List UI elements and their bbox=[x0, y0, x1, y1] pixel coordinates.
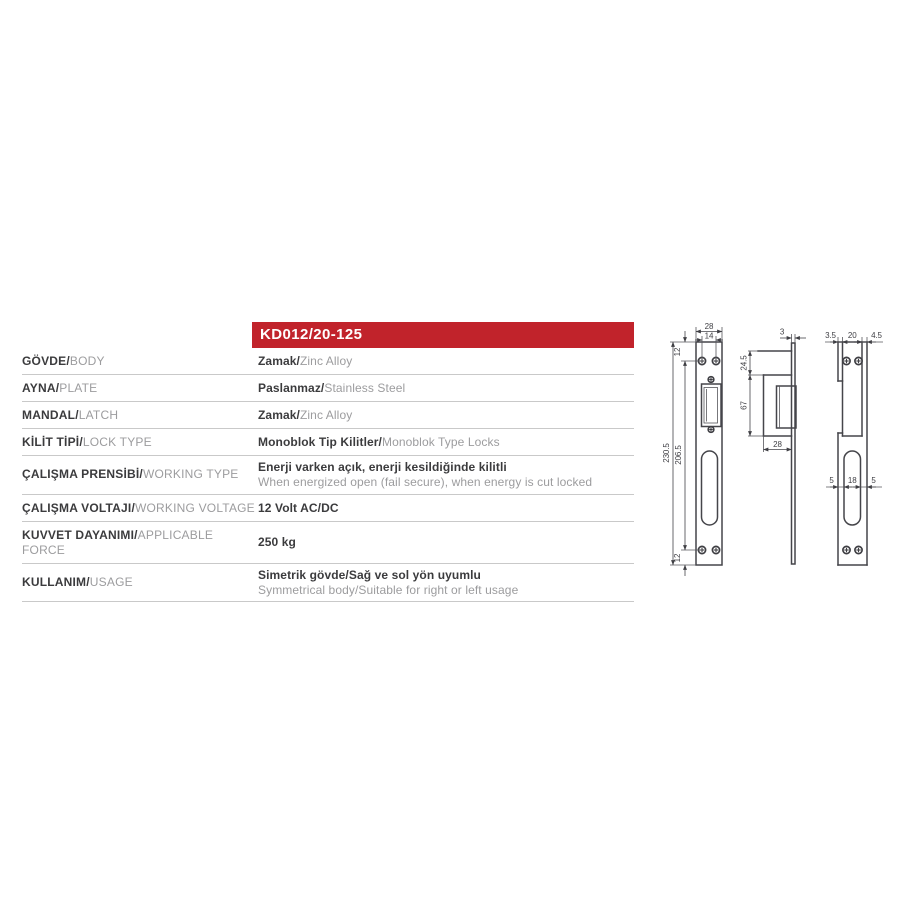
back-view-drawing bbox=[825, 331, 883, 565]
dim-height-total: 230.5 bbox=[662, 443, 671, 463]
label-tr: KULLANIM/ bbox=[22, 574, 90, 589]
value-tr: Zamak/ bbox=[258, 354, 300, 368]
model-badge: KD012/20-125 bbox=[252, 322, 634, 348]
dim-width-holes: 14 bbox=[704, 331, 714, 341]
header-spacer bbox=[22, 322, 252, 348]
side-view-drawing bbox=[740, 328, 807, 565]
spec-label bbox=[22, 408, 258, 423]
dim-top-offset: 24.5 bbox=[739, 355, 749, 371]
value-tr: Paslanmaz/ bbox=[258, 381, 325, 395]
label-tr: KİLİT TİPİ/ bbox=[22, 435, 83, 449]
spec-label bbox=[22, 381, 258, 396]
label-tr: GÖVDE/ bbox=[22, 354, 70, 368]
spec-row-plate bbox=[22, 375, 634, 402]
value-tr: Monoblok Tip Kilitler/ bbox=[258, 435, 382, 449]
dim-margin-bottom: 12 bbox=[673, 553, 682, 563]
spec-row-usage bbox=[22, 564, 634, 603]
label-tr: AYNA/ bbox=[22, 381, 60, 395]
dim-margin-top: 12 bbox=[673, 347, 682, 357]
spec-label bbox=[22, 467, 258, 482]
label-tr: KUVVET DAYANIMI/ bbox=[22, 527, 138, 542]
spec-value bbox=[258, 435, 634, 450]
spec-label bbox=[22, 435, 258, 450]
value-tr: Simetrik gövde/Sağ ve sol yön uyumlu bbox=[258, 567, 481, 582]
label-en: WORKING VOLTAGE bbox=[134, 500, 255, 515]
label-en: APPLICABLE FORCE bbox=[22, 527, 214, 557]
value-tr: Enerji varken açık, enerji kesildiğinde kilitli bbox=[258, 460, 507, 474]
spec-row-applicable-force bbox=[22, 522, 634, 564]
dim-height-holes: 206.5 bbox=[674, 445, 683, 465]
dim-slot-margin-left: 5 bbox=[829, 476, 834, 485]
spec-value bbox=[258, 568, 634, 598]
label-en: BODY bbox=[69, 354, 105, 368]
spec-row-lock-type bbox=[22, 429, 634, 456]
dim-body-width: 20 bbox=[847, 331, 857, 340]
label-en: LATCH bbox=[78, 408, 119, 422]
value-en: Monoblok Type Locks bbox=[381, 435, 500, 449]
label-en: USAGE bbox=[89, 574, 133, 589]
spec-value bbox=[258, 354, 634, 369]
spec-row-latch bbox=[22, 402, 634, 429]
value-tr: Zamak/ bbox=[258, 408, 300, 422]
spec-value bbox=[258, 381, 634, 396]
spec-row-working-voltage bbox=[22, 495, 634, 522]
spec-value bbox=[258, 460, 634, 490]
value-tr: 250 kg bbox=[258, 535, 296, 549]
value-en: Stainless Steel bbox=[324, 381, 406, 395]
value-en: Symmetrical body/Suitable for right or left usage bbox=[258, 582, 519, 597]
dim-plate-thickness: 3 bbox=[779, 327, 785, 337]
label-en: WORKING TYPE bbox=[142, 467, 239, 482]
table-header bbox=[22, 322, 634, 348]
value-tr: 12 Volt AC/DC bbox=[258, 500, 339, 515]
dim-width-outer: 28 bbox=[704, 322, 714, 331]
spec-label bbox=[22, 575, 258, 590]
spec-value bbox=[258, 501, 634, 516]
label-en: PLATE bbox=[59, 381, 98, 395]
dim-slot-margin-right: 5 bbox=[871, 476, 876, 485]
label-tr: MANDAL/ bbox=[22, 408, 79, 422]
label-tr: ÇALIŞMA PRENSİBİ/ bbox=[22, 467, 143, 482]
strike-lock-drawing bbox=[652, 318, 900, 594]
dim-body-depth: 28 bbox=[773, 440, 782, 449]
value-en: Zinc Alloy bbox=[299, 354, 353, 368]
spec-value bbox=[258, 535, 634, 550]
technical-drawings bbox=[652, 318, 900, 599]
value-en: Zinc Alloy bbox=[299, 408, 353, 422]
spec-value bbox=[258, 408, 634, 423]
spec-table bbox=[22, 322, 634, 602]
spec-label bbox=[22, 501, 258, 516]
label-tr: ÇALIŞMA VOLTAJI/ bbox=[22, 500, 135, 515]
label-en: LOCK TYPE bbox=[82, 435, 152, 449]
dim-body-height: 67 bbox=[739, 401, 749, 410]
dim-margin-right: 4.5 bbox=[871, 331, 882, 340]
dim-slot-width: 18 bbox=[847, 476, 857, 485]
spec-label bbox=[22, 528, 258, 558]
dim-margin-left: 3.5 bbox=[825, 331, 836, 340]
spec-row-working-type bbox=[22, 456, 634, 495]
spec-row-body bbox=[22, 348, 634, 375]
front-view-drawing bbox=[662, 322, 723, 576]
spec-label bbox=[22, 354, 258, 369]
value-en: When energized open (fail secure), when energy is cut locked bbox=[258, 475, 593, 489]
